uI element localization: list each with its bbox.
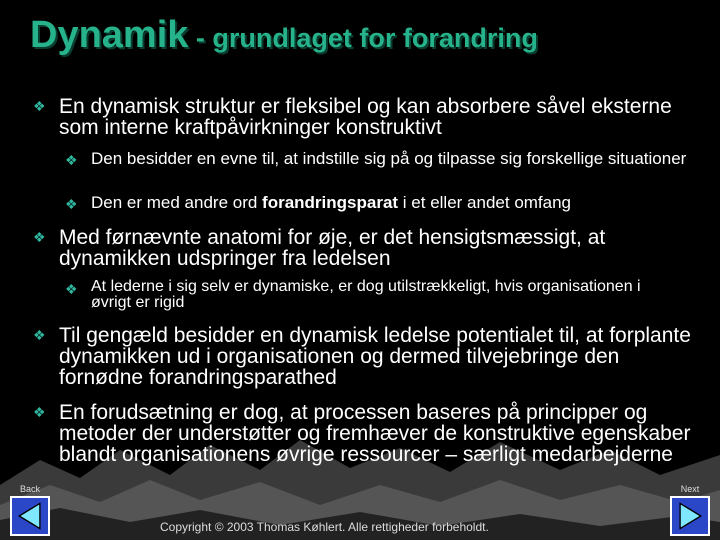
bullet-text: Den besidder en evne til, at indstille sig på og tilpasse sig forskellige situationer: [91, 149, 687, 168]
next-button[interactable]: [670, 496, 710, 536]
list-item: [33, 96, 699, 138]
list-item: [65, 150, 691, 169]
list-item: [65, 279, 661, 311]
back-label: Back: [19, 484, 40, 494]
copyright-text: Copyright © 2003 Thomas Køhlert. Alle rettigheder forbeholdt.: [160, 520, 489, 534]
bullet-text-pre: Den er med andre ord: [91, 193, 263, 212]
title-main: Dynamik: [30, 14, 189, 56]
diamond-bullet-icon: ❖: [33, 404, 46, 420]
bullet-text-post: i et eller andet omfang: [398, 193, 572, 212]
diamond-bullet-icon: ❖: [65, 281, 78, 297]
list-item: [65, 194, 691, 213]
next-label: Next: [680, 484, 700, 494]
slide-title: [30, 14, 538, 57]
bullet-text-bold: forandringsparat: [262, 193, 399, 212]
list-item: [33, 227, 699, 269]
diamond-bullet-icon: ❖: [33, 98, 46, 114]
bullet-text: Med førnævnte anatomi for øje, er det hensigtsmæssigt, at dynamikken udspringer fra ledelsen: [59, 226, 606, 270]
bullet-text: Til gengæld besidder en dynamisk ledelse potentialet til, at forplante dynamikken ud i organisationen og dermed tilvejebringe den fornødne forandringsparathed: [59, 324, 691, 389]
bullet-text: [91, 194, 691, 213]
bullet-text: En forudsætning er dog, at processen baseres på principper og metoder der understøtter og fremhæver de konstruktive egenskaber blandt organisationens øvrige ressourcer – særligt medarbejderne: [59, 401, 691, 466]
bullet-text: En dynamisk struktur er fleksibel og kan absorbere såvel eksterne som interne kraftpåvirkninger konstruktivt: [59, 95, 672, 139]
diamond-bullet-icon: ❖: [33, 327, 46, 343]
list-item: [33, 325, 699, 388]
back-button[interactable]: [10, 496, 50, 536]
title-subtitle: - grundlaget for forandring: [188, 23, 538, 53]
back-nav[interactable]: [8, 484, 52, 536]
list-item: [33, 402, 699, 465]
next-nav[interactable]: [668, 484, 712, 536]
diamond-bullet-icon: ❖: [65, 196, 78, 212]
diamond-bullet-icon: ❖: [33, 229, 46, 245]
diamond-bullet-icon: ❖: [65, 152, 78, 168]
bullet-text: At lederne i sig selv er dynamiske, er dog utilstrækkeligt, hvis organisationen i øvrigt er rigid: [91, 278, 641, 311]
